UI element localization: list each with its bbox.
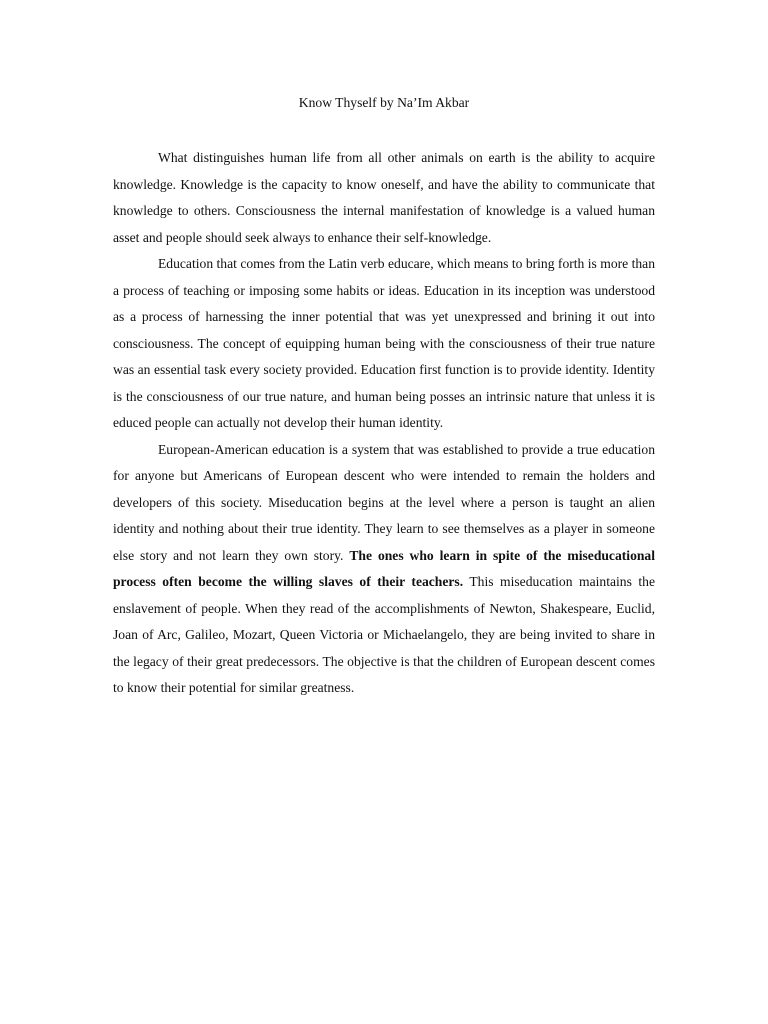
document-title: Know Thyself by Na’Im Akbar [298,95,470,110]
paragraph-1: What distinguishes human life from all other animals on earth is the ability to acquire knowledge. Knowledge is the capacity to know oneself, and have the ability to communicate that knowledge to others. Consciousness the internal manifestation of knowledge is a valued human asset and people should seek always to enhance their self-knowledge. [113,150,655,245]
paragraph-2: Education that comes from the Latin verb educare, which means to bring forth is more than a process of teaching or imposing some habits or ideas. Education in its inception was understood as a process of harnessing the inner potential that was yet unexpressed and brining it out into consciousness. The concept of equipping human being with the consciousness of their true nature was an essential task every society provided. Education first function is to provide identity. Identity is the consciousness of our true nature, and human being posses an intrinsic nature that unless it is educed people can actually not develop their human identity. [113,256,655,430]
document-body [113,145,655,702]
paragraph-3-text-before: European-American education is a system that was established to provide a true education for anyone but Americans of European descent who were intended to remain the holders and developers of this society. Miseducation begins at the level where a person is taught an alien identity and nothing about their true identity. They learn to see themselves as a player in someone else story and not learn they own story. [113,441,655,563]
paragraph-3 [113,437,655,702]
paragraph-3-bold-sentence: The ones who learn in spite of the miseducational process often become the willing slaves of their teachers. [113,547,655,589]
paragraph-3-text-after: This miseducation maintains the enslavement of people. When they read of the accomplishments of Newton, Shakespeare, Euclid, Joan of Arc, Galileo, Mozart, Queen Victoria or Michaelangelo, they are being invited to share in the legacy of their great predecessors. The objective is that the children of European descent comes to know their potential for similar greatness. [113,574,655,695]
